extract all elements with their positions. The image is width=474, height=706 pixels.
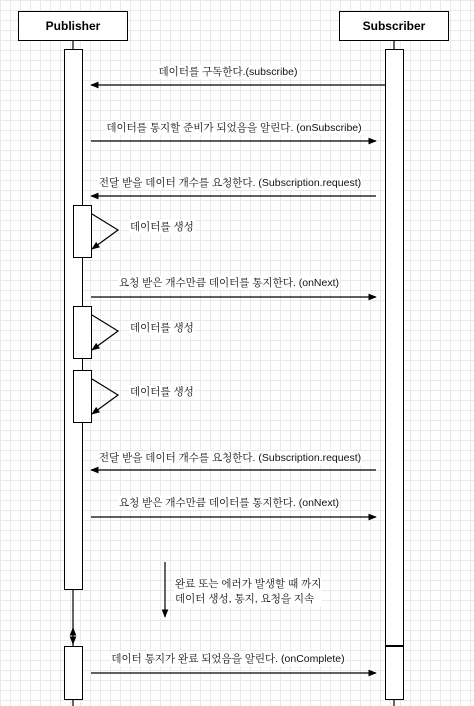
- publisher-actor: Publisher: [18, 11, 128, 41]
- message-label-on-next-2: 요청 받은 개수만큼 데이터를 통지한다. (onNext): [118, 497, 340, 509]
- self-call-generate-3: [92, 379, 118, 414]
- message-label-on-next-1: 요청 받은 개수만큼 데이터를 통지한다. (onNext): [118, 277, 340, 289]
- message-label-generate-2: 데이터를 생성: [130, 322, 194, 334]
- note-continue: 완료 또는 에러가 발생할 때 까지 데이터 생성, 통지, 요청을 지속: [175, 578, 322, 605]
- message-label-request-1: 전달 받을 데이터 개수를 요청한다. (Subscription.request): [98, 177, 362, 189]
- subscriber-actor: Subscriber: [339, 11, 449, 41]
- message-label-subscribe: 데이터를 구독한다.(subscribe): [158, 66, 298, 78]
- message-label-request-2: 전달 받을 데이터 개수를 요청한다. (Subscription.request): [98, 452, 362, 464]
- message-label-generate-1: 데이터를 생성: [130, 221, 194, 233]
- message-label-on-subscribe: 데이터를 통지할 준비가 되었음을 알린다. (onSubscribe): [106, 122, 362, 134]
- message-label-on-complete: 데이터 통지가 완료 되었음을 알린다. (onComplete): [111, 653, 345, 665]
- message-label-generate-3: 데이터를 생성: [130, 386, 194, 398]
- self-call-generate-2: [92, 315, 118, 350]
- self-call-generate-1: [92, 214, 118, 249]
